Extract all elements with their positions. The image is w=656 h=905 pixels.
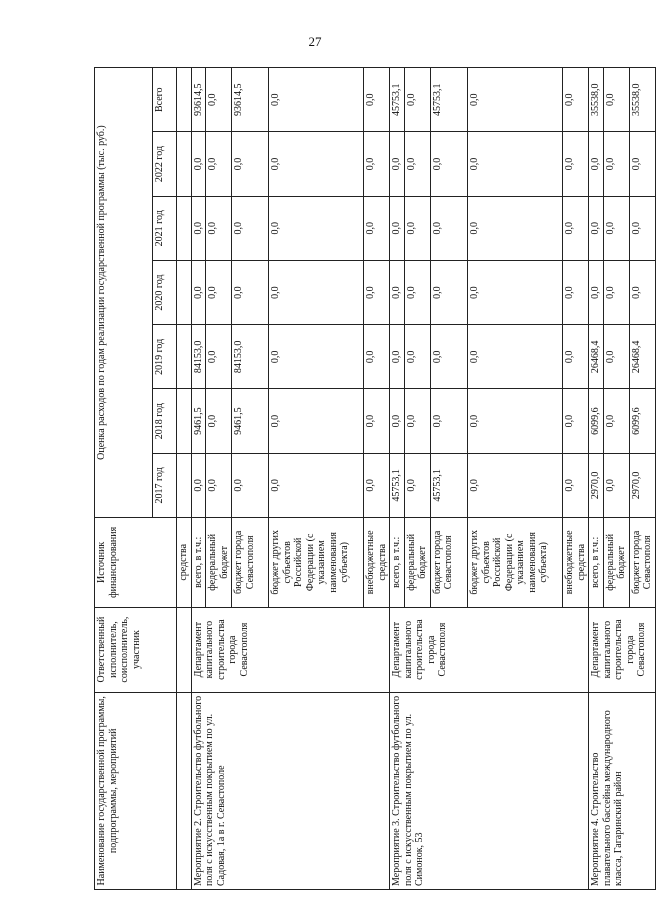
value-cell: 0,0 <box>191 132 206 196</box>
year-header: 2020 год <box>153 260 177 324</box>
funding-source: бюджет города Севастополя <box>629 518 655 608</box>
value-cell <box>177 68 192 132</box>
value-cell: 0,0 <box>232 132 269 196</box>
event-name: Мероприятие 3. Строительство футбольного поля с искусственным покрытием по ул. Симонок, 53 <box>390 692 589 889</box>
value-cell: 35538,0 <box>629 68 655 132</box>
value-cell: 93614,5 <box>232 68 269 132</box>
value-cell: 26468,4 <box>589 325 604 389</box>
value-cell <box>177 132 192 196</box>
table-row <box>589 68 604 890</box>
value-cell: 26468,4 <box>629 325 655 389</box>
value-cell: 0,0 <box>404 196 430 260</box>
value-cell: 0,0 <box>404 260 430 324</box>
value-cell: 0,0 <box>269 260 364 324</box>
value-cell: 0,0 <box>603 260 629 324</box>
value-cell: 0,0 <box>206 325 232 389</box>
value-cell: 0,0 <box>191 453 206 517</box>
value-cell: 0,0 <box>589 260 604 324</box>
funding-source: всего, в т.ч.: <box>390 518 405 608</box>
value-cell: 0,0 <box>430 196 467 260</box>
value-cell: 0,0 <box>603 389 629 453</box>
funding-source: всего, в т.ч.: <box>589 518 604 608</box>
value-cell: 0,0 <box>206 260 232 324</box>
header-estimate: Оценка расходов по годам реализации государственной программы (тыс. руб.) <box>95 68 153 518</box>
value-cell: 0,0 <box>191 196 206 260</box>
value-cell: 0,0 <box>563 453 589 517</box>
header-executor: Ответственный исполнитель, соисполнитель, участник <box>95 607 177 692</box>
value-cell: 0,0 <box>206 68 232 132</box>
value-cell: 0,0 <box>364 196 390 260</box>
value-cell: 0,0 <box>468 325 563 389</box>
rotated-table-container <box>94 68 654 890</box>
value-cell <box>177 325 192 389</box>
value-cell: 0,0 <box>430 325 467 389</box>
value-cell <box>177 389 192 453</box>
value-cell: 0,0 <box>603 196 629 260</box>
value-cell: 0,0 <box>563 132 589 196</box>
value-cell: 0,0 <box>232 453 269 517</box>
value-cell: 35538,0 <box>589 68 604 132</box>
value-cell: 0,0 <box>430 260 467 324</box>
value-cell: 0,0 <box>603 68 629 132</box>
value-cell: 0,0 <box>404 389 430 453</box>
value-cell: 0,0 <box>191 260 206 324</box>
event-name <box>177 692 192 889</box>
value-cell: 0,0 <box>206 389 232 453</box>
value-cell: 0,0 <box>390 132 405 196</box>
value-cell: 0,0 <box>563 260 589 324</box>
value-cell: 84153,0 <box>191 325 206 389</box>
funding-source: федеральный бюджет <box>206 518 232 608</box>
funding-source: бюджет города Севастополя <box>430 518 467 608</box>
value-cell: 0,0 <box>390 325 405 389</box>
funding-source: федеральный бюджет <box>404 518 430 608</box>
value-cell: 0,0 <box>269 68 364 132</box>
value-cell: 0,0 <box>430 132 467 196</box>
value-cell: 0,0 <box>404 132 430 196</box>
value-cell: 0,0 <box>404 325 430 389</box>
value-cell: 2970,0 <box>629 453 655 517</box>
funding-source: бюджет других субъектов Российской Федерации (с указанием наименования субъекта) <box>269 518 364 608</box>
funding-source: федеральный бюджет <box>603 518 629 608</box>
value-cell: 45753,1 <box>430 453 467 517</box>
value-cell: 0,0 <box>563 68 589 132</box>
table-row <box>390 68 405 890</box>
year-header: 2022 год <box>153 132 177 196</box>
value-cell: 0,0 <box>390 260 405 324</box>
value-cell: 45753,1 <box>390 453 405 517</box>
value-cell: 0,0 <box>269 196 364 260</box>
value-cell: 0,0 <box>589 196 604 260</box>
value-cell: 0,0 <box>404 453 430 517</box>
value-cell: 45753,1 <box>390 68 405 132</box>
header-source: Источник финансирования <box>95 518 177 608</box>
table-row <box>177 68 192 890</box>
value-cell: 0,0 <box>364 325 390 389</box>
header-name: Наименование государственной программы, подпрограммы, мероприятий <box>95 692 177 889</box>
value-cell: 0,0 <box>468 453 563 517</box>
funding-source: внебюджетные средства <box>563 518 589 608</box>
value-cell: 0,0 <box>390 196 405 260</box>
value-cell: 0,0 <box>269 325 364 389</box>
value-cell: 0,0 <box>629 260 655 324</box>
value-cell: 0,0 <box>468 196 563 260</box>
value-cell: 0,0 <box>563 196 589 260</box>
value-cell: 0,0 <box>232 196 269 260</box>
value-cell <box>177 196 192 260</box>
year-header: Всего <box>153 68 177 132</box>
year-header: 2021 год <box>153 196 177 260</box>
value-cell: 0,0 <box>364 389 390 453</box>
table-row <box>191 68 206 890</box>
value-cell: 0,0 <box>206 196 232 260</box>
value-cell: 0,0 <box>603 325 629 389</box>
value-cell: 0,0 <box>364 453 390 517</box>
event-executor: Департамент капитального строительства города Севастополя <box>589 607 656 692</box>
value-cell: 0,0 <box>430 389 467 453</box>
value-cell: 0,0 <box>390 389 405 453</box>
event-executor <box>177 607 192 692</box>
value-cell: 0,0 <box>232 260 269 324</box>
value-cell: 0,0 <box>404 68 430 132</box>
value-cell: 0,0 <box>468 389 563 453</box>
value-cell: 93614,5 <box>191 68 206 132</box>
value-cell: 45753,1 <box>430 68 467 132</box>
value-cell: 0,0 <box>269 453 364 517</box>
event-executor: Департамент капитального строительства города Севастополя <box>390 607 589 692</box>
value-cell <box>177 260 192 324</box>
value-cell: 0,0 <box>468 68 563 132</box>
value-cell: 0,0 <box>364 68 390 132</box>
value-cell: 0,0 <box>563 325 589 389</box>
value-cell: 0,0 <box>603 132 629 196</box>
funding-source: всего, в т.ч.: <box>191 518 206 608</box>
budget-table <box>94 67 656 890</box>
year-header: 2018 год <box>153 389 177 453</box>
event-executor: Департамент капитального строительства города Севастополя <box>191 607 390 692</box>
funding-source: средства <box>177 518 192 608</box>
value-cell: 0,0 <box>364 260 390 324</box>
year-header: 2019 год <box>153 325 177 389</box>
funding-source: бюджет других субъектов Российской Федерации (с указанием наименования субъекта) <box>468 518 563 608</box>
funding-source: бюджет города Севастополя <box>232 518 269 608</box>
value-cell: 0,0 <box>629 132 655 196</box>
value-cell: 6099,6 <box>589 389 604 453</box>
value-cell: 84153,0 <box>232 325 269 389</box>
value-cell <box>177 453 192 517</box>
value-cell: 0,0 <box>629 196 655 260</box>
value-cell: 0,0 <box>206 453 232 517</box>
value-cell: 0,0 <box>364 132 390 196</box>
value-cell: 0,0 <box>563 389 589 453</box>
value-cell: 0,0 <box>468 132 563 196</box>
value-cell: 2970,0 <box>589 453 604 517</box>
value-cell: 9461,5 <box>191 389 206 453</box>
value-cell: 0,0 <box>468 260 563 324</box>
event-name: Мероприятие 4. Строительство плавательного бассейна международного класса, Гагаринский район <box>589 692 656 889</box>
value-cell: 0,0 <box>269 132 364 196</box>
event-name: Мероприятие 2. Строительство футбольного поля с искусственным покрытием по ул. Садовая, 1а в г. Севастополе <box>191 692 390 889</box>
year-header: 2017 год <box>153 453 177 517</box>
value-cell: 0,0 <box>206 132 232 196</box>
value-cell: 0,0 <box>603 453 629 517</box>
value-cell: 6099,6 <box>629 389 655 453</box>
value-cell: 9461,5 <box>232 389 269 453</box>
value-cell: 0,0 <box>269 389 364 453</box>
value-cell: 0,0 <box>589 132 604 196</box>
funding-source: внебюджетные средства <box>364 518 390 608</box>
page-number: 27 <box>308 34 322 49</box>
